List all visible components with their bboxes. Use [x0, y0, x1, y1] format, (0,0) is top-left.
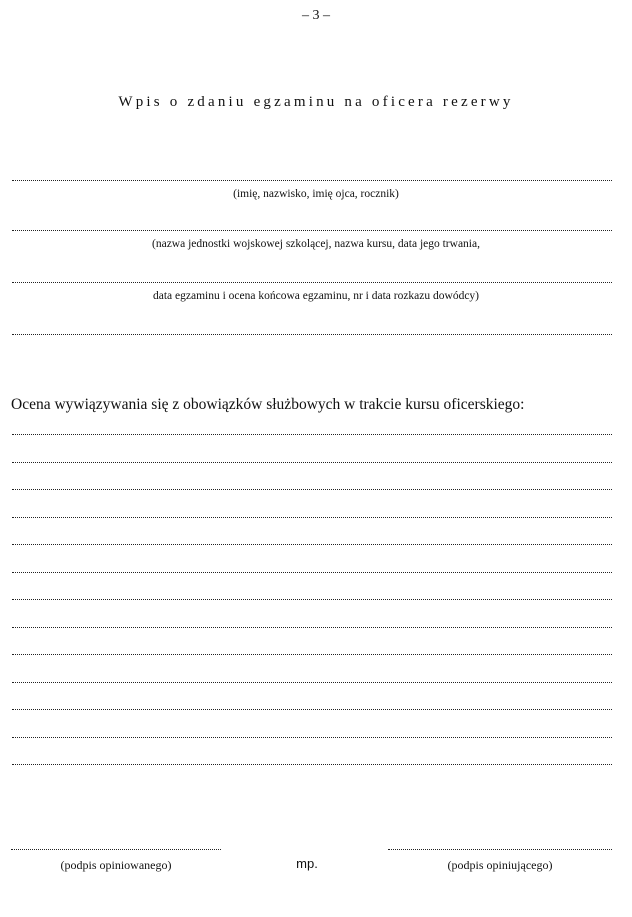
caption-exam: data egzaminu i ocena końcowa egzaminu, nr i data rozkazu dowódcy) — [152, 290, 479, 302]
fill-line-unit[interactable] — [12, 230, 612, 231]
caption-unit: (nazwa jednostki wojskowej szkolącej, nazwa kursu, data jego trwania, — [152, 238, 480, 250]
evaluation-line[interactable] — [12, 572, 612, 573]
signature-caption-evaluator: (podpis opiniującego) — [447, 858, 553, 872]
signature-line-evaluated[interactable] — [11, 849, 221, 850]
signature-line-evaluator[interactable] — [388, 849, 612, 850]
evaluation-line[interactable] — [12, 462, 612, 463]
evaluation-line[interactable] — [12, 599, 612, 600]
caption-name: (imię, nazwisko, imię ojca, rocznik) — [233, 188, 399, 200]
evaluation-line[interactable] — [12, 544, 612, 545]
evaluation-line[interactable] — [12, 489, 612, 490]
signature-caption-evaluated: (podpis opiniowanego) — [60, 858, 172, 872]
fill-line-exam[interactable] — [12, 282, 612, 283]
fill-line-order[interactable] — [12, 334, 612, 335]
form-title: Wpis o zdaniu egzaminu na oficera rezerwy — [118, 94, 514, 110]
fill-line-name[interactable] — [12, 180, 612, 181]
evaluation-line[interactable] — [12, 709, 612, 710]
stamp-label: mp. — [296, 856, 318, 871]
evaluation-line[interactable] — [12, 764, 612, 765]
evaluation-line[interactable] — [12, 682, 612, 683]
page-number: – 3 – — [302, 8, 330, 23]
evaluation-line[interactable] — [12, 654, 612, 655]
evaluation-line[interactable] — [12, 517, 612, 518]
evaluation-line[interactable] — [12, 737, 612, 738]
evaluation-heading: Ocena wywiązywania się z obowiązków służbowych w trakcie kursu oficerskiego: — [11, 396, 525, 413]
evaluation-line[interactable] — [12, 434, 612, 435]
evaluation-line[interactable] — [12, 627, 612, 628]
